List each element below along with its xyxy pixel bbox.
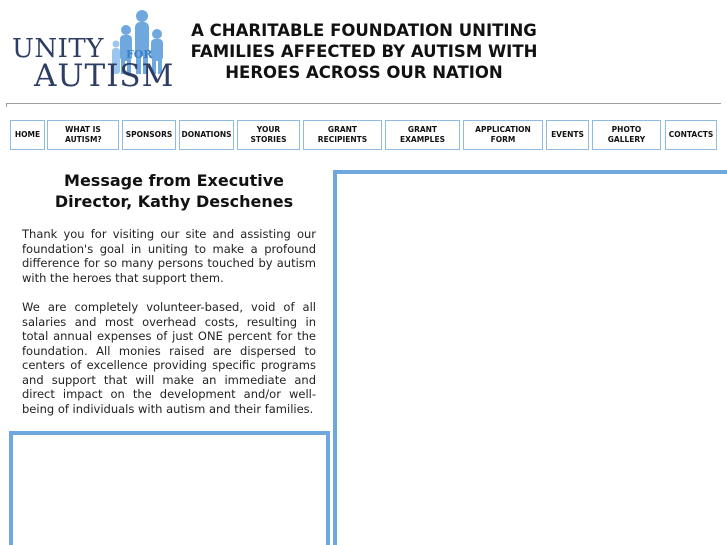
nav-what-is-autism[interactable] bbox=[47, 120, 119, 150]
nav-application-form-label: APPLICATION FORM bbox=[475, 125, 531, 144]
nav-home[interactable] bbox=[10, 120, 45, 150]
nav-grant-examples-label: GRANT EXAMPLES bbox=[400, 125, 445, 144]
message-paragraph-1: Thank you for visiting our site and assisting our foundation's goal in uniting to make a profound difference for so many persons touched by autism with the heroes that support them. bbox=[22, 227, 316, 285]
nav-home-label: HOME bbox=[14, 130, 41, 139]
nav-your-stories[interactable] bbox=[237, 120, 300, 150]
message-paragraph-2: We are completely volunteer-based, void of all salaries and most overhead costs, resulting in total annual expenses of just ONE percent for the foundation. All monies raised are dispersed to centers of excellence providing specific programs and support that will make an immediate and direct impact on the development and/or well-being of individuals with autism and their families. bbox=[22, 300, 316, 416]
nav-photo-gallery-label: PHOTO GALLERY bbox=[607, 125, 646, 144]
nav-grant-examples[interactable] bbox=[385, 120, 460, 150]
nav-donations[interactable] bbox=[179, 120, 234, 150]
nav-sponsors-label: SPONSORS bbox=[125, 130, 173, 139]
nav-donations-label: DONATIONS bbox=[181, 130, 232, 139]
site-logo[interactable] bbox=[8, 8, 175, 94]
left-content-frame bbox=[9, 431, 330, 545]
nav-application-form[interactable] bbox=[463, 120, 543, 150]
nav-contacts[interactable] bbox=[665, 120, 717, 150]
nav-events-label: EVENTS bbox=[551, 130, 584, 139]
header-divider bbox=[6, 103, 721, 107]
logo-word-for: FOR bbox=[126, 48, 153, 61]
header-tagline: A CHARITABLE FOUNDATION UNITING FAMILIES AFFECTED BY AUTISM WITH HEROES ACROSS OUR NATION bbox=[190, 21, 538, 82]
logo-word-unity: UNITY bbox=[12, 34, 104, 64]
logo-word-autism: AUTISM bbox=[34, 58, 175, 94]
nav-what-is-autism-label: WHAT IS AUTISM? bbox=[65, 125, 102, 144]
nav-grant-recipients[interactable] bbox=[303, 120, 382, 150]
message-title: Message from Executive Director, Kathy Deschenes bbox=[54, 171, 294, 211]
nav-your-stories-label: YOUR STORIES bbox=[250, 125, 287, 144]
nav-photo-gallery[interactable] bbox=[592, 120, 661, 150]
nav-events[interactable] bbox=[546, 120, 589, 150]
nav-sponsors[interactable] bbox=[122, 120, 176, 150]
nav-contacts-label: CONTACTS bbox=[668, 130, 714, 139]
nav-grant-recipients-label: GRANT RECIPIENTS bbox=[317, 125, 368, 144]
right-content-frame bbox=[333, 170, 727, 545]
